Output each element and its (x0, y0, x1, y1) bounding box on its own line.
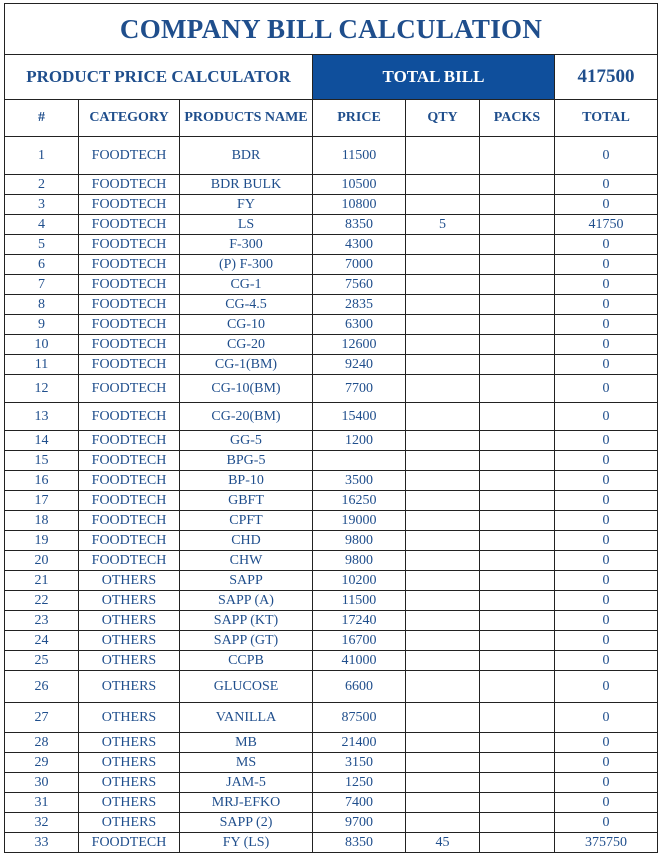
row-total: 0 (555, 335, 658, 355)
row-qty[interactable] (406, 451, 480, 471)
row-qty[interactable] (406, 733, 480, 753)
row-packs[interactable] (480, 375, 555, 403)
row-product-name: CG-20(BM) (180, 403, 313, 431)
row-price[interactable]: 19000 (313, 511, 406, 531)
row-total: 0 (555, 403, 658, 431)
table-row (5, 571, 658, 591)
row-qty[interactable] (406, 335, 480, 355)
table-row (5, 733, 658, 753)
table-row (5, 403, 658, 431)
row-category: FOODTECH (79, 175, 180, 195)
row-packs[interactable] (480, 275, 555, 295)
row-total: 0 (555, 531, 658, 551)
row-number: 26 (5, 671, 79, 703)
row-qty[interactable] (406, 651, 480, 671)
row-packs[interactable] (480, 255, 555, 275)
row-total: 0 (555, 375, 658, 403)
row-number: 17 (5, 491, 79, 511)
row-price[interactable]: 7000 (313, 255, 406, 275)
row-packs[interactable] (480, 491, 555, 511)
row-qty[interactable] (406, 235, 480, 255)
row-qty[interactable] (406, 471, 480, 491)
row-price[interactable]: 4300 (313, 235, 406, 255)
row-packs[interactable] (480, 611, 555, 631)
row-product-name: CPFT (180, 511, 313, 531)
table-row (5, 631, 658, 651)
row-number: 12 (5, 375, 79, 403)
row-total: 0 (555, 451, 658, 471)
row-price[interactable] (313, 451, 406, 471)
row-packs[interactable] (480, 651, 555, 671)
row-price[interactable]: 15400 (313, 403, 406, 431)
row-packs[interactable] (480, 431, 555, 451)
row-product-name: BP-10 (180, 471, 313, 491)
row-total: 0 (555, 255, 658, 275)
row-qty[interactable] (406, 631, 480, 651)
table-row (5, 551, 658, 571)
row-product-name: MRJ-EFKO (180, 793, 313, 813)
row-price[interactable]: 8350 (313, 833, 406, 853)
row-qty[interactable] (406, 611, 480, 631)
table-row (5, 813, 658, 833)
row-qty[interactable] (406, 571, 480, 591)
row-category: OTHERS (79, 651, 180, 671)
row-packs[interactable] (480, 451, 555, 471)
row-number: 18 (5, 511, 79, 531)
row-number: 15 (5, 451, 79, 471)
row-category: OTHERS (79, 733, 180, 753)
row-qty[interactable] (406, 195, 480, 215)
row-category: FOODTECH (79, 195, 180, 215)
row-packs[interactable] (480, 471, 555, 491)
row-price[interactable]: 21400 (313, 733, 406, 753)
row-total: 0 (555, 275, 658, 295)
row-category: FOODTECH (79, 275, 180, 295)
row-price[interactable]: 6300 (313, 315, 406, 335)
row-category: OTHERS (79, 591, 180, 611)
row-packs[interactable] (480, 335, 555, 355)
row-category: OTHERS (79, 631, 180, 651)
row-category: FOODTECH (79, 255, 180, 275)
row-category: OTHERS (79, 813, 180, 833)
row-qty[interactable] (406, 491, 480, 511)
row-number: 29 (5, 753, 79, 773)
row-category: FOODTECH (79, 451, 180, 471)
row-number: 19 (5, 531, 79, 551)
row-number: 33 (5, 833, 79, 853)
table-row (5, 315, 658, 335)
row-product-name: LS (180, 215, 313, 235)
row-product-name: CG-10 (180, 315, 313, 335)
row-number: 20 (5, 551, 79, 571)
product-rows (5, 137, 658, 853)
row-category: FOODTECH (79, 531, 180, 551)
row-packs[interactable] (480, 753, 555, 773)
row-packs[interactable] (480, 671, 555, 703)
row-total: 41750 (555, 215, 658, 235)
row-qty[interactable]: 45 (406, 833, 480, 853)
row-total: 0 (555, 491, 658, 511)
row-total: 0 (555, 295, 658, 315)
row-total: 0 (555, 793, 658, 813)
row-packs[interactable] (480, 195, 555, 215)
row-price[interactable]: 11500 (313, 591, 406, 611)
row-packs[interactable] (480, 215, 555, 235)
table-row (5, 451, 658, 471)
row-packs[interactable] (480, 703, 555, 733)
row-total: 0 (555, 175, 658, 195)
row-category: FOODTECH (79, 833, 180, 853)
total-bill-label: TOTAL BILL (313, 55, 555, 100)
row-price[interactable]: 12600 (313, 335, 406, 355)
row-number: 31 (5, 793, 79, 813)
row-qty[interactable] (406, 773, 480, 793)
row-total: 0 (555, 471, 658, 491)
page-title: COMPANY BILL CALCULATION (5, 4, 658, 55)
row-qty[interactable] (406, 403, 480, 431)
row-price[interactable]: 9240 (313, 355, 406, 375)
row-total: 0 (555, 631, 658, 651)
col-header-price: PRICE (313, 100, 406, 137)
row-number: 10 (5, 335, 79, 355)
row-total: 0 (555, 315, 658, 335)
row-packs[interactable] (480, 235, 555, 255)
table-row (5, 235, 658, 255)
row-category: FOODTECH (79, 511, 180, 531)
calculator-label: PRODUCT PRICE CALCULATOR (5, 55, 313, 100)
col-header-qty: QTY (406, 100, 480, 137)
row-product-name: CG-1(BM) (180, 355, 313, 375)
table-row (5, 275, 658, 295)
row-packs[interactable] (480, 591, 555, 611)
row-number: 7 (5, 275, 79, 295)
row-packs[interactable] (480, 511, 555, 531)
row-number: 16 (5, 471, 79, 491)
row-total: 0 (555, 431, 658, 451)
row-number: 8 (5, 295, 79, 315)
row-category: OTHERS (79, 753, 180, 773)
row-qty[interactable] (406, 703, 480, 733)
row-product-name: SAPP (GT) (180, 631, 313, 651)
column-header-row (5, 100, 658, 137)
row-price[interactable]: 11500 (313, 137, 406, 175)
row-total: 0 (555, 235, 658, 255)
table-row (5, 491, 658, 511)
row-product-name: MB (180, 733, 313, 753)
table-row (5, 175, 658, 195)
row-number: 22 (5, 591, 79, 611)
row-total: 0 (555, 703, 658, 733)
row-total: 0 (555, 651, 658, 671)
row-price[interactable]: 16700 (313, 631, 406, 651)
row-category: OTHERS (79, 703, 180, 733)
row-number: 14 (5, 431, 79, 451)
row-packs[interactable] (480, 403, 555, 431)
row-product-name: CG-4.5 (180, 295, 313, 315)
row-price[interactable]: 9700 (313, 813, 406, 833)
row-packs[interactable] (480, 295, 555, 315)
row-price[interactable]: 10200 (313, 571, 406, 591)
row-category: FOODTECH (79, 551, 180, 571)
row-number: 13 (5, 403, 79, 431)
row-qty[interactable] (406, 753, 480, 773)
row-number: 5 (5, 235, 79, 255)
row-qty[interactable] (406, 431, 480, 451)
row-price[interactable]: 41000 (313, 651, 406, 671)
row-total: 0 (555, 733, 658, 753)
row-number: 23 (5, 611, 79, 631)
row-number: 30 (5, 773, 79, 793)
row-category: FOODTECH (79, 375, 180, 403)
row-category: FOODTECH (79, 335, 180, 355)
col-header-product-name: PRODUCTS NAME (180, 100, 313, 137)
row-packs[interactable] (480, 813, 555, 833)
row-number: 6 (5, 255, 79, 275)
row-total: 375750 (555, 833, 658, 853)
row-category: FOODTECH (79, 355, 180, 375)
row-price[interactable]: 1250 (313, 773, 406, 793)
row-packs[interactable] (480, 551, 555, 571)
row-price[interactable]: 16250 (313, 491, 406, 511)
row-qty[interactable] (406, 137, 480, 175)
row-qty[interactable] (406, 511, 480, 531)
row-qty[interactable] (406, 275, 480, 295)
row-product-name: SAPP (2) (180, 813, 313, 833)
row-product-name: CHW (180, 551, 313, 571)
row-category: FOODTECH (79, 403, 180, 431)
table-row (5, 833, 658, 853)
table-row (5, 375, 658, 403)
row-price[interactable]: 7700 (313, 375, 406, 403)
row-product-name: GLUCOSE (180, 671, 313, 703)
row-packs[interactable] (480, 793, 555, 813)
table-row (5, 703, 658, 733)
row-price[interactable]: 9800 (313, 531, 406, 551)
row-product-name: CHD (180, 531, 313, 551)
row-category: OTHERS (79, 793, 180, 813)
table-row (5, 611, 658, 631)
row-price[interactable]: 7560 (313, 275, 406, 295)
row-packs[interactable] (480, 137, 555, 175)
table-row (5, 591, 658, 611)
row-product-name: CG-20 (180, 335, 313, 355)
row-qty[interactable] (406, 813, 480, 833)
row-price[interactable]: 87500 (313, 703, 406, 733)
row-price[interactable]: 17240 (313, 611, 406, 631)
row-product-name: CG-1 (180, 275, 313, 295)
row-price[interactable]: 3150 (313, 753, 406, 773)
row-category: FOODTECH (79, 215, 180, 235)
row-qty[interactable] (406, 315, 480, 335)
row-category: OTHERS (79, 611, 180, 631)
row-product-name: BDR (180, 137, 313, 175)
row-category: OTHERS (79, 773, 180, 793)
row-packs[interactable] (480, 355, 555, 375)
row-category: OTHERS (79, 571, 180, 591)
row-product-name: SAPP (KT) (180, 611, 313, 631)
row-number: 24 (5, 631, 79, 651)
table-row (5, 215, 658, 235)
col-header-packs: PACKS (480, 100, 555, 137)
row-qty[interactable] (406, 295, 480, 315)
row-product-name: CCPB (180, 651, 313, 671)
table-row (5, 255, 658, 275)
table-row (5, 671, 658, 703)
row-qty[interactable] (406, 255, 480, 275)
row-product-name: FY (LS) (180, 833, 313, 853)
row-product-name: (P) F-300 (180, 255, 313, 275)
row-price[interactable]: 7400 (313, 793, 406, 813)
row-qty[interactable] (406, 355, 480, 375)
row-total: 0 (555, 813, 658, 833)
table-row (5, 355, 658, 375)
row-qty[interactable] (406, 671, 480, 703)
row-product-name: CG-10(BM) (180, 375, 313, 403)
row-number: 11 (5, 355, 79, 375)
row-total: 0 (555, 773, 658, 793)
row-qty[interactable] (406, 375, 480, 403)
total-bill-value[interactable]: 417500 (555, 55, 658, 100)
row-qty[interactable] (406, 551, 480, 571)
table-row (5, 511, 658, 531)
row-price[interactable]: 9800 (313, 551, 406, 571)
table-row (5, 295, 658, 315)
table-row (5, 431, 658, 451)
row-product-name: FY (180, 195, 313, 215)
table-row (5, 773, 658, 793)
row-qty[interactable] (406, 175, 480, 195)
col-header-number: # (5, 100, 79, 137)
row-category: FOODTECH (79, 431, 180, 451)
row-category: FOODTECH (79, 491, 180, 511)
row-number: 3 (5, 195, 79, 215)
table-row (5, 753, 658, 773)
row-qty[interactable]: 5 (406, 215, 480, 235)
row-number: 9 (5, 315, 79, 335)
row-price[interactable]: 10800 (313, 195, 406, 215)
row-packs[interactable] (480, 773, 555, 793)
table-row (5, 651, 658, 671)
row-category: FOODTECH (79, 137, 180, 175)
row-number: 2 (5, 175, 79, 195)
row-product-name: SAPP (180, 571, 313, 591)
row-product-name: MS (180, 753, 313, 773)
row-category: FOODTECH (79, 235, 180, 255)
row-price[interactable]: 2835 (313, 295, 406, 315)
row-total: 0 (555, 551, 658, 571)
bill-sheet (4, 3, 657, 853)
row-number: 27 (5, 703, 79, 733)
row-product-name: BPG-5 (180, 451, 313, 471)
row-price[interactable]: 6600 (313, 671, 406, 703)
row-number: 28 (5, 733, 79, 753)
row-price[interactable]: 3500 (313, 471, 406, 491)
row-product-name: VANILLA (180, 703, 313, 733)
row-number: 32 (5, 813, 79, 833)
row-price[interactable]: 1200 (313, 431, 406, 451)
row-product-name: GG-5 (180, 431, 313, 451)
table-row (5, 335, 658, 355)
row-packs[interactable] (480, 833, 555, 853)
row-product-name: JAM-5 (180, 773, 313, 793)
row-total: 0 (555, 511, 658, 531)
row-category: FOODTECH (79, 315, 180, 335)
row-category: FOODTECH (79, 295, 180, 315)
row-number: 25 (5, 651, 79, 671)
row-packs[interactable] (480, 315, 555, 335)
row-qty[interactable] (406, 591, 480, 611)
row-total: 0 (555, 355, 658, 375)
table-row (5, 137, 658, 175)
row-packs[interactable] (480, 571, 555, 591)
table-row (5, 471, 658, 491)
table-row (5, 531, 658, 551)
row-product-name: F-300 (180, 235, 313, 255)
row-packs[interactable] (480, 733, 555, 753)
row-total: 0 (555, 571, 658, 591)
row-total: 0 (555, 753, 658, 773)
row-total: 0 (555, 611, 658, 631)
row-product-name: SAPP (A) (180, 591, 313, 611)
row-packs[interactable] (480, 531, 555, 551)
row-price[interactable]: 8350 (313, 215, 406, 235)
table-row (5, 793, 658, 813)
row-total: 0 (555, 591, 658, 611)
row-category: FOODTECH (79, 471, 180, 491)
table-row (5, 195, 658, 215)
row-category: OTHERS (79, 671, 180, 703)
col-header-category: CATEGORY (79, 100, 180, 137)
row-qty[interactable] (406, 531, 480, 551)
row-qty[interactable] (406, 793, 480, 813)
row-product-name: BDR BULK (180, 175, 313, 195)
row-price[interactable]: 10500 (313, 175, 406, 195)
row-number: 1 (5, 137, 79, 175)
row-number: 4 (5, 215, 79, 235)
row-packs[interactable] (480, 631, 555, 651)
bill-table (4, 3, 658, 853)
col-header-total: TOTAL (555, 100, 658, 137)
row-product-name: GBFT (180, 491, 313, 511)
row-number: 21 (5, 571, 79, 591)
row-total: 0 (555, 671, 658, 703)
row-total: 0 (555, 137, 658, 175)
row-total: 0 (555, 195, 658, 215)
row-packs[interactable] (480, 175, 555, 195)
